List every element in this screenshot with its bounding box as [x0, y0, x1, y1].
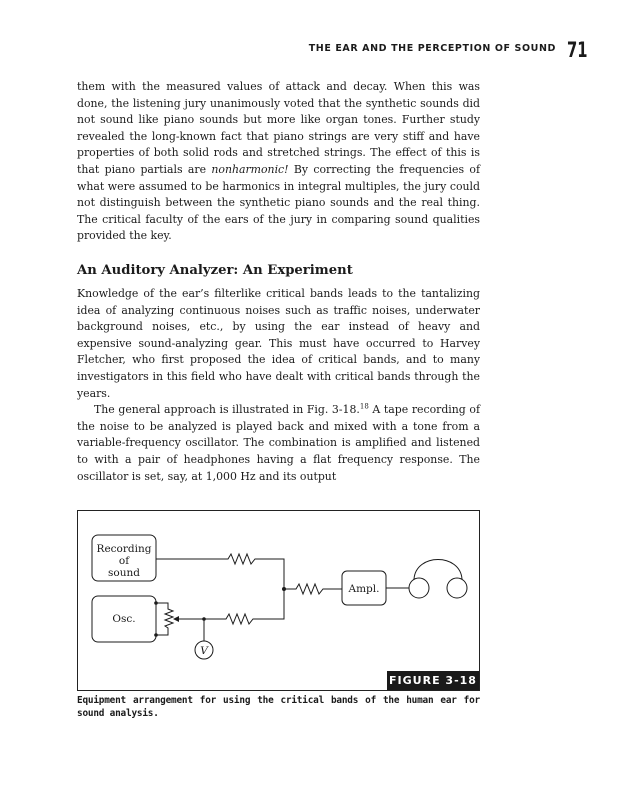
- paragraph-1-part-a: them with the measured values of attack and decay. When this was done, the listening jury unanimously voted that the synthetic sounds did not sound like piano sounds but more like organ tones. Further study revealed the long-known fact that piano strings are very stiff and have properties of both solid rods and stretched strings. The effect of this is that piano partials are: [77, 80, 480, 176]
- paragraph-3: [77, 402, 480, 485]
- paragraph-1-part-b: By correcting the frequencies of what were assumed to be harmonics in integral multiples, the jury could not distinguish between the synthetic piano sounds and the real thing. The critical faculty of the ears of the jury in comparing sound qualities provided the key.: [77, 162, 480, 243]
- figure-3-18: [77, 510, 480, 691]
- section-heading: An Auditory Analyzer: An Experiment: [77, 263, 353, 278]
- headphone-right: [447, 578, 467, 598]
- page-number: 71: [567, 38, 588, 62]
- headphone-band: [414, 560, 462, 580]
- meter-label: V: [200, 645, 208, 657]
- recording-label-3: sound: [108, 567, 140, 579]
- osc-label: Osc.: [112, 613, 136, 625]
- headphone-left: [409, 578, 429, 598]
- running-head: THE EAR AND THE PERCEPTION OF SOUND: [308, 43, 556, 54]
- recording-wire: [156, 554, 284, 589]
- recording-label-2: of: [118, 555, 130, 567]
- recording-label-1: Recording: [96, 543, 152, 555]
- figure-caption: Equipment arrangement for using the critical bands of the human ear for sound analysis.: [77, 695, 480, 719]
- footnote-ref: 18: [359, 402, 369, 411]
- paragraph-3-part-a: The general approach is illustrated in Fig. 3-18.: [94, 403, 360, 417]
- circuit-diagram: [78, 511, 479, 690]
- paragraph-2: Knowledge of the ear’s filterlike critical bands leads to the tantalizing idea of analyzing continuous noises such as traffic noises, underwater background noises, etc., by using the ear instead of heavy and expensive sound-analyzing gear. This must have occurred to Harvey Fletcher, who first proposed the idea of critical bands, and to many investigators in this field who have dealt with critical bands through the years.: [77, 287, 480, 400]
- body-block-bottom: [77, 286, 480, 485]
- paragraph-3-part-b: A tape recording of the noise to be analyzed is played back and mixed with a tone from a variable-frequency oscillator. The combination is amplified and listened to with a pair of headphones having a flat frequency response. The oscillator is set, say, at 1,000 Hz and its output: [77, 403, 480, 483]
- ampl-label: Ampl.: [348, 583, 380, 595]
- wiper-wire: [178, 589, 284, 624]
- body-block-top: [77, 79, 480, 245]
- mix-wire: [284, 584, 342, 594]
- osc-wire-top: [156, 603, 173, 635]
- emphasis-nonharmonic: nonharmonic!: [211, 162, 289, 176]
- figure-tag: FIGURE 3-18: [387, 671, 479, 690]
- paragraph-1: [77, 79, 480, 245]
